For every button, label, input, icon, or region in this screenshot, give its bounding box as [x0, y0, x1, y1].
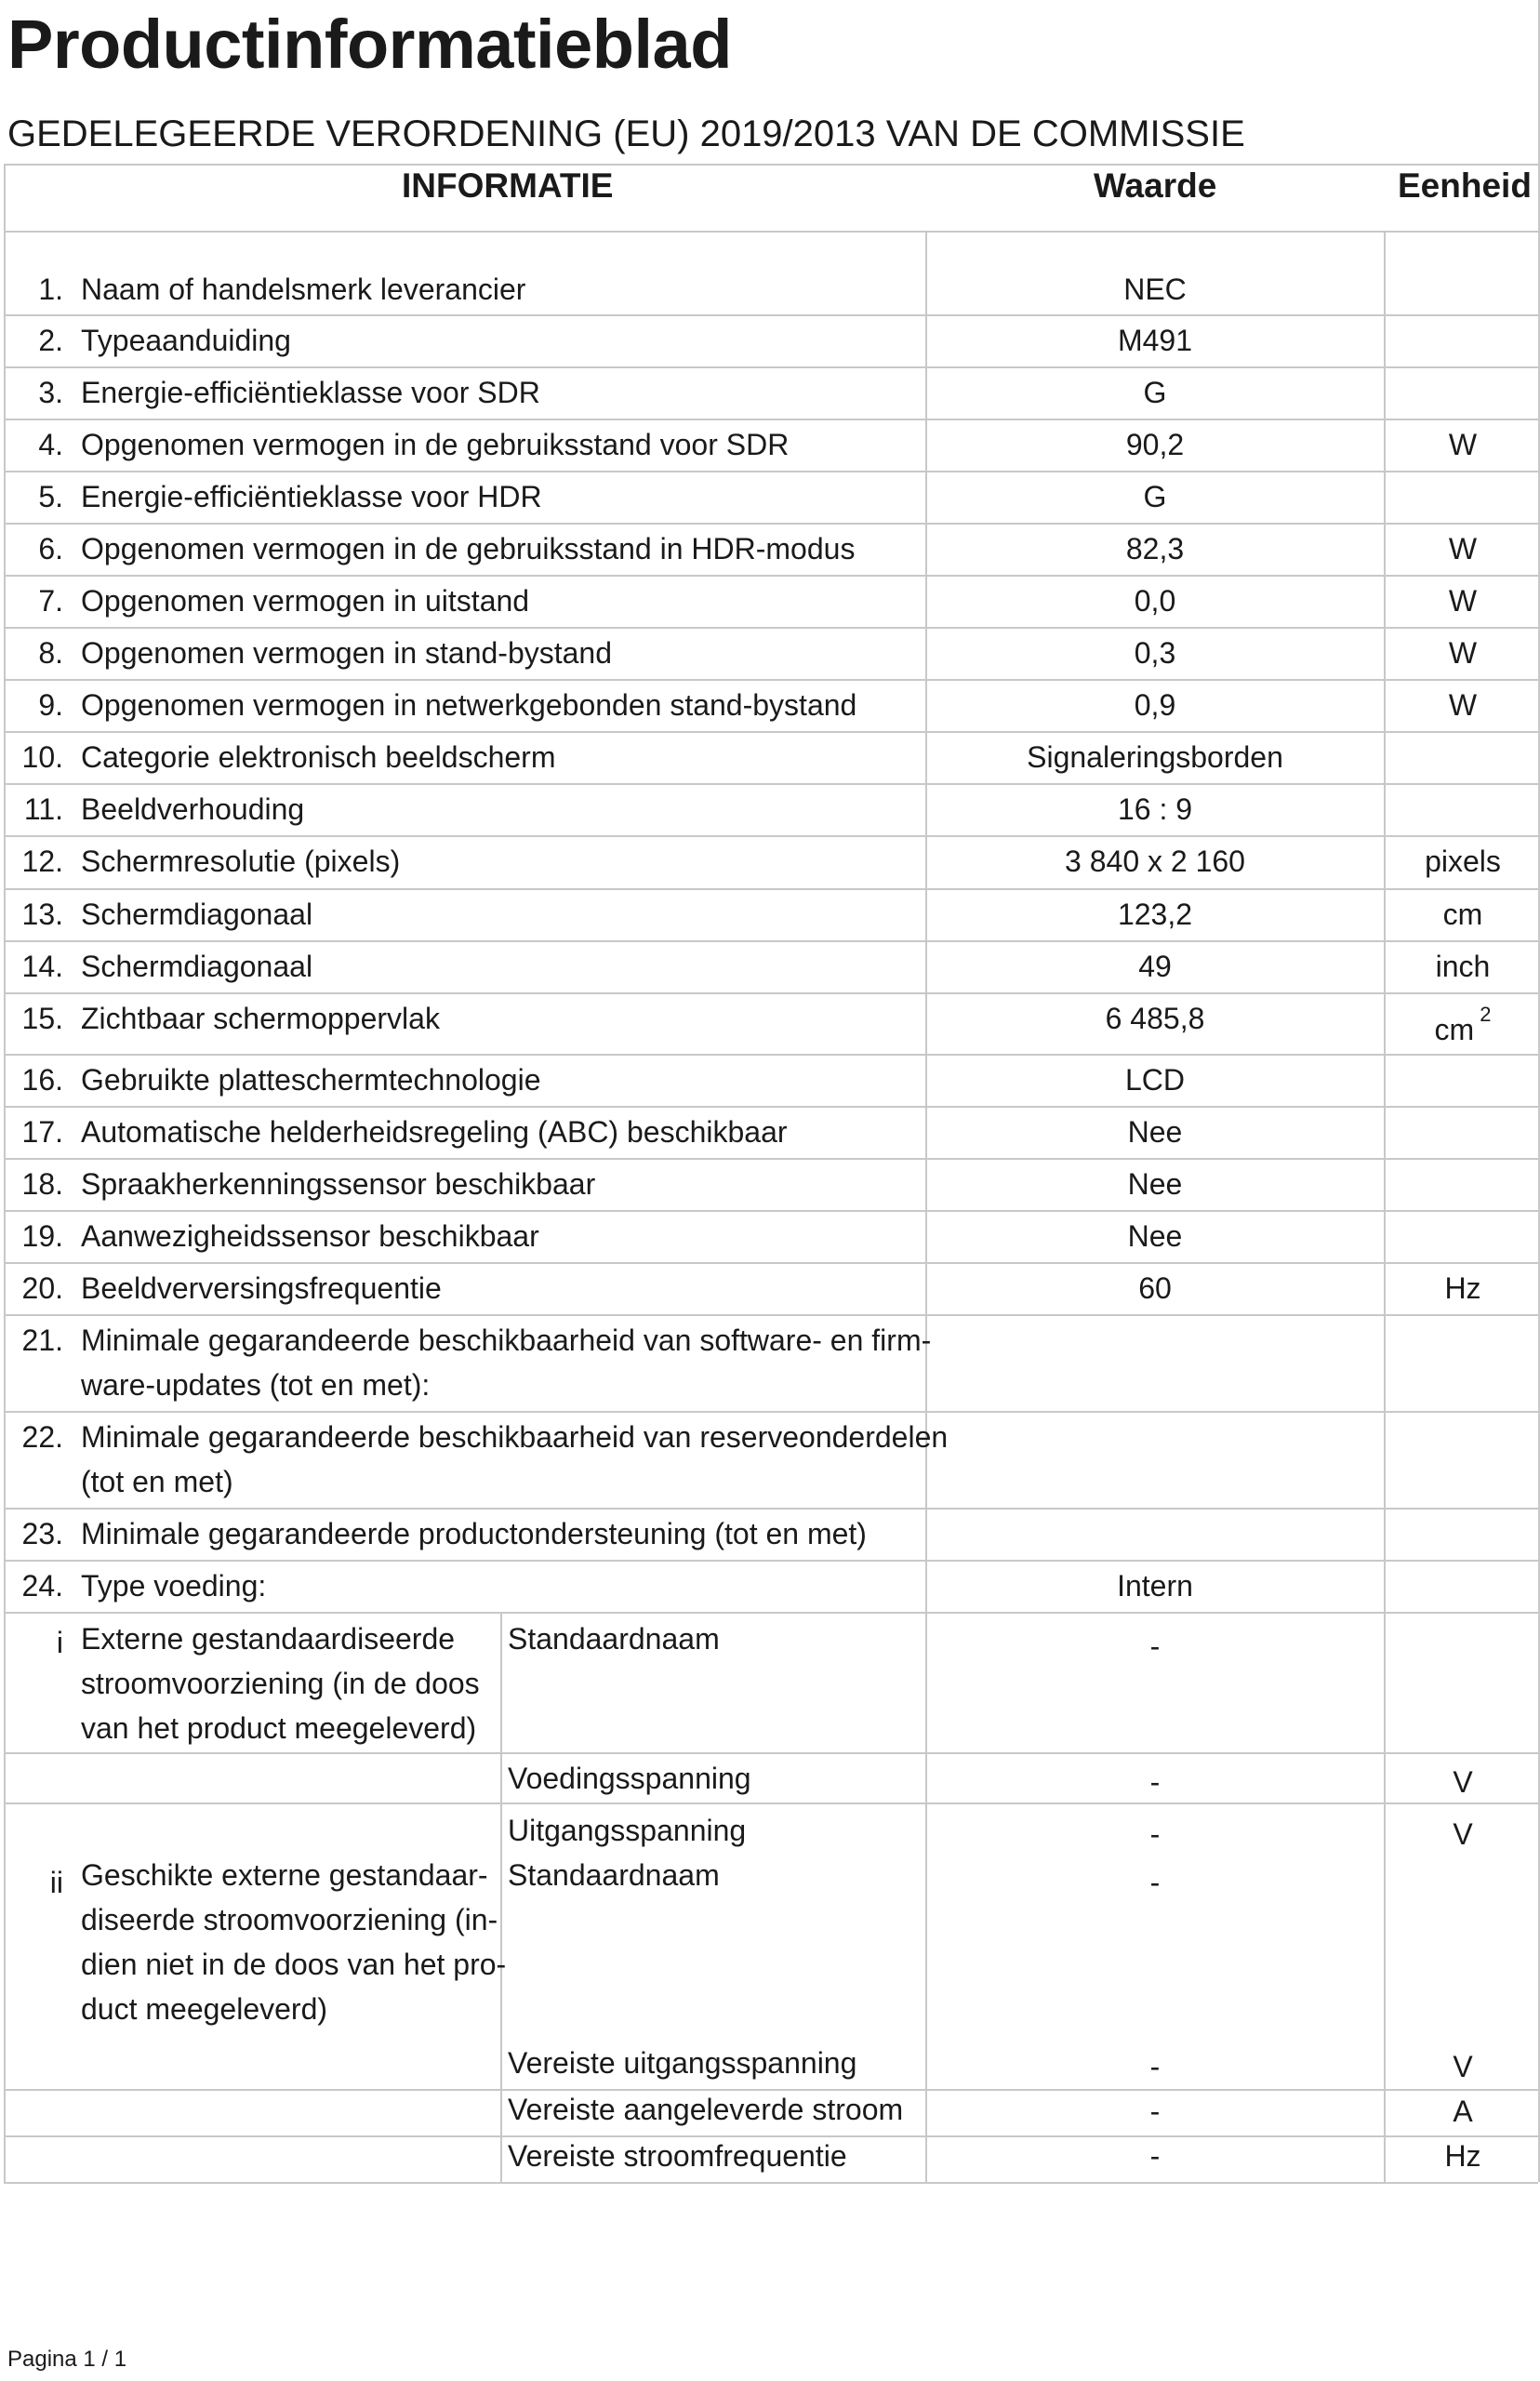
row-number: 15. [21, 1002, 63, 1035]
row-label: Minimale gegarandeerde productondersteuning (tot en met) [81, 1517, 867, 1550]
row-value: 60 [1138, 1271, 1172, 1305]
row-number: 19. [21, 1219, 63, 1253]
supply-field-value: - [1149, 1817, 1161, 1851]
row-value: Signaleringsborden [1027, 740, 1283, 774]
row-number: 8. [38, 636, 63, 670]
row-label: Minimale gegarandeerde beschikbaarheid van software- en firm- [81, 1324, 932, 1357]
supply-label: van het product meegeleverd) [81, 1711, 477, 1745]
row-label: Opgenomen vermogen in de gebruiksstand voor SDR [81, 428, 790, 461]
row-label: Schermdiagonaal [81, 898, 313, 931]
supply-field-value: - [1149, 1629, 1161, 1663]
supply-field-unit: V [1453, 2050, 1473, 2083]
supply-label: duct meegeleverd) [81, 1992, 328, 2026]
supply-field-value: - [1149, 1765, 1161, 1799]
supply-index: i [56, 1626, 63, 1659]
row-value: 0,0 [1134, 584, 1176, 618]
supply-label: dien niet in de doos van het pro- [81, 1948, 507, 1981]
row-label: (tot en met) [81, 1465, 233, 1498]
row-label: Opgenomen vermogen in uitstand [81, 584, 530, 618]
supply-field-value: - [1149, 1866, 1161, 1899]
row-label: Opgenomen vermogen in stand-bystand [81, 636, 613, 670]
row-value: 90,2 [1125, 428, 1185, 461]
grid-hline [4, 992, 1538, 994]
grid-hline [4, 1752, 1538, 1754]
row-number: 23. [21, 1517, 63, 1550]
grid-hline [4, 1508, 1538, 1510]
row-value: LCD [1124, 1063, 1185, 1097]
row-number: 17. [21, 1115, 63, 1149]
row-label: Energie-efficiëntieklasse voor HDR [81, 480, 542, 513]
document-subtitle: GEDELEGEERDE VERORDENING (EU) 2019/2013 VAN DE COMMISSIE [7, 113, 1245, 154]
row-number: 7. [38, 584, 63, 618]
row-value: 123,2 [1117, 898, 1193, 931]
grid-hline [4, 835, 1538, 837]
supply-field-unit: A [1453, 2095, 1473, 2128]
row-number: 11. [23, 792, 63, 826]
row-unit: W [1448, 532, 1478, 565]
row-label: Opgenomen vermogen in netwerkgebonden stand-bystand [81, 688, 857, 722]
grid-hline [4, 731, 1538, 733]
unit-superscript: 2 [1480, 1003, 1492, 1026]
row-label: Zichtbaar schermoppervlak [81, 1002, 440, 1035]
supply-field-label: Vereiste uitgangsspanning [508, 2046, 857, 2080]
row-number: 5. [38, 480, 63, 513]
row-label: Type voeding: [81, 1569, 267, 1603]
row-value: Nee [1127, 1219, 1183, 1253]
supply-field-label: Uitgangsspanning [508, 1814, 747, 1847]
supply-label: diseerde stroomvoorziening (in- [81, 1903, 498, 1936]
grid-hline [4, 164, 1538, 166]
header-eenheid: Eenheid [1398, 166, 1532, 205]
row-value: Nee [1127, 1115, 1183, 1149]
grid-hline [4, 627, 1538, 629]
row-unit: W [1448, 688, 1478, 722]
grid-hline [4, 1612, 1538, 1614]
row-unit: cm $^2$ [1434, 1003, 1492, 1046]
row-number: 12. [21, 845, 63, 878]
grid-hline [4, 1054, 1538, 1056]
supply-label: stroomvoorziening (in de doos [81, 1667, 480, 1700]
grid-hline [4, 783, 1538, 785]
grid-hline [4, 575, 1538, 577]
header-informatie: INFORMATIE [402, 166, 614, 205]
row-label: Naam of handelsmerk leverancier [81, 273, 526, 306]
row-unit: W [1448, 428, 1478, 461]
row-label: Gebruikte platteschermtechnologie [81, 1063, 541, 1097]
supply-field-label: Voedingsspanning [508, 1762, 751, 1795]
supply-label: Externe gestandaardiseerde [81, 1622, 456, 1656]
supply-field-label: Vereiste aangeleverde stroom [508, 2093, 904, 2126]
grid-hline [4, 314, 1538, 316]
row-number: 24. [21, 1569, 63, 1603]
supply-label: Geschikte externe gestandaar- [81, 1858, 488, 1892]
row-label: Minimale gegarandeerde beschikbaarheid van reserveonderdelen [81, 1420, 949, 1454]
supply-field-unit: V [1453, 1817, 1473, 1851]
row-label: Typeaanduiding [81, 324, 291, 357]
row-number: 6. [38, 532, 63, 565]
row-value: 0,3 [1134, 636, 1176, 670]
supply-field-label: Standaardnaam [508, 1622, 720, 1656]
row-label: Schermresolutie (pixels) [81, 845, 401, 878]
row-unit: inch [1435, 950, 1491, 983]
supply-field-value: - [1149, 2139, 1161, 2173]
row-number: 18. [21, 1167, 63, 1201]
document-title: Productinformatieblad [7, 6, 732, 83]
grid-hline [4, 471, 1538, 472]
row-number: 14. [21, 950, 63, 983]
row-value: 49 [1138, 950, 1172, 983]
grid-hline [4, 1411, 1538, 1413]
row-value: M491 [1117, 324, 1193, 357]
grid-hline [4, 1560, 1538, 1562]
grid-hline [4, 1106, 1538, 1108]
row-number: 1. [38, 273, 63, 306]
grid-hline [4, 1158, 1538, 1160]
row-label: Schermdiagonaal [81, 950, 313, 983]
row-label: Opgenomen vermogen in de gebruiksstand in HDR-modus [81, 532, 856, 565]
supply-field-label: Vereiste stroomfrequentie [508, 2139, 847, 2173]
row-number: 2. [38, 324, 63, 357]
row-number: 10. [21, 740, 63, 774]
row-unit: W [1448, 584, 1478, 618]
row-number: 9. [38, 688, 63, 722]
row-unit: W [1448, 636, 1478, 670]
row-label: Beeldverhouding [81, 792, 305, 826]
grid-hline [4, 366, 1538, 368]
supply-field-value: - [1149, 2050, 1161, 2083]
row-number: 4. [38, 428, 63, 461]
row-value: 0,9 [1134, 688, 1176, 722]
row-value: G [1143, 480, 1167, 513]
grid-hline [4, 1210, 1538, 1212]
row-value: Intern [1117, 1569, 1193, 1603]
grid-hline [4, 2182, 1538, 2184]
row-value: 3 840 x 2 160 [1065, 845, 1245, 878]
grid-hline [4, 1262, 1538, 1264]
row-label: Aanwezigheidssensor beschikbaar [81, 1219, 539, 1253]
grid-hline [4, 679, 1538, 681]
supply-field-value: - [1149, 2095, 1161, 2128]
row-label: Beeldverversingsfrequentie [81, 1271, 442, 1305]
row-value: Nee [1127, 1167, 1183, 1201]
grid-hline [4, 1314, 1538, 1316]
row-label: ware-updates (tot en met): [81, 1368, 431, 1402]
grid-hline [4, 419, 1538, 420]
row-value: 16 : 9 [1117, 792, 1193, 826]
grid-vline [500, 1614, 502, 2182]
header-waarde: Waarde [1094, 166, 1217, 205]
row-label: Categorie elektronisch beeldscherm [81, 740, 556, 774]
page-footer: Pagina 1 / 1 [7, 2347, 127, 2372]
row-number: 21. [21, 1324, 63, 1357]
row-label: Spraakherkenningssensor beschikbaar [81, 1167, 596, 1201]
grid-hline [4, 940, 1538, 942]
row-number: 20. [21, 1271, 63, 1305]
supply-field-unit: V [1453, 1765, 1473, 1799]
supply-index: ii [49, 1866, 63, 1899]
row-number: 22. [21, 1420, 63, 1454]
row-unit: Hz [1444, 1271, 1481, 1305]
grid-hline [4, 888, 1538, 890]
row-value: 82,3 [1125, 532, 1185, 565]
supply-field-unit: Hz [1444, 2139, 1481, 2173]
grid-hline [4, 231, 1538, 233]
row-unit: cm [1442, 898, 1483, 931]
row-number: 13. [21, 898, 63, 931]
row-unit: pixels [1425, 845, 1501, 878]
supply-field-label: Standaardnaam [508, 1858, 720, 1892]
grid-hline [4, 523, 1538, 525]
row-value: G [1143, 376, 1167, 409]
row-value: NEC [1123, 273, 1187, 306]
row-number: 3. [38, 376, 63, 409]
row-value: 6 485,8 [1105, 1002, 1205, 1035]
row-number: 16. [21, 1063, 63, 1097]
row-label: Energie-efficiëntieklasse voor SDR [81, 376, 540, 409]
row-label: Automatische helderheidsregeling (ABC) beschikbaar [81, 1115, 788, 1149]
